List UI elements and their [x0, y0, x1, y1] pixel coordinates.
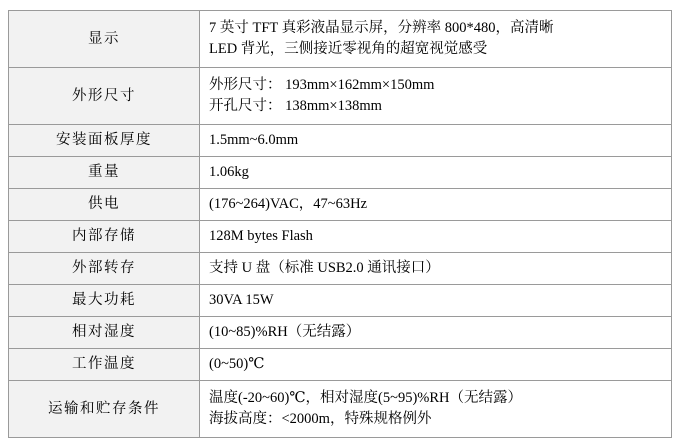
value-line: 外形尺寸： 193mm×162mm×150mm [209, 77, 435, 94]
value-line: LED 背光，三侧接近零视角的超宽视觉感受 [209, 41, 488, 58]
row-label-panel-thickness: 安装面板厚度 [9, 125, 200, 157]
row-value-weight [200, 157, 672, 189]
row-label-operating-temperature: 工作温度 [9, 349, 200, 381]
row-value-operating-temperature [200, 349, 672, 381]
table-row [9, 11, 672, 68]
row-label-humidity: 相对湿度 [9, 317, 200, 349]
row-value-power-supply [200, 189, 672, 221]
value-line: (0~50)℃ [209, 356, 265, 373]
row-label-transport-storage: 运输和贮存条件 [9, 381, 200, 438]
row-label-weight: 重量 [9, 157, 200, 189]
value-line: 128M bytes Flash [209, 228, 313, 245]
row-value-transport-storage [200, 381, 672, 438]
row-value-display [200, 11, 672, 68]
value-line: 7 英寸 TFT 真彩液晶显示屏，分辨率 800*480，高清晰 [209, 20, 554, 36]
value-line: 温度(-20~60)℃，相对湿度(5~95)%RH（无结露） [209, 390, 523, 407]
table-row [9, 221, 672, 253]
table-row [9, 253, 672, 285]
value-line: 开孔尺寸： 138mm×138mm [209, 98, 382, 115]
value-line: 1.5mm~6.0mm [209, 132, 299, 149]
table-row [9, 68, 672, 125]
table-row [9, 349, 672, 381]
row-label-power-supply: 供电 [9, 189, 200, 221]
value-line: (10~85)%RH（无结露） [209, 324, 361, 341]
row-label-display: 显示 [9, 11, 200, 68]
row-value-dimensions [200, 68, 672, 125]
row-label-dimensions: 外形尺寸 [9, 68, 200, 125]
value-line: 1.06kg [209, 164, 249, 181]
row-value-humidity [200, 317, 672, 349]
value-line: 30VA 15W [209, 292, 274, 309]
row-value-max-power [200, 285, 672, 317]
table-row [9, 285, 672, 317]
row-value-internal-storage [200, 221, 672, 253]
table-row [9, 157, 672, 189]
row-label-internal-storage: 内部存储 [9, 221, 200, 253]
value-line: 支持 U 盘（标准 USB2.0 通讯接口） [209, 260, 440, 277]
specification-table [8, 10, 672, 438]
table-row [9, 381, 672, 438]
table-row [9, 189, 672, 221]
row-label-max-power: 最大功耗 [9, 285, 200, 317]
value-line: 海拔高度：<2000m，特殊规格例外 [209, 411, 432, 428]
row-value-external-storage [200, 253, 672, 285]
table-row [9, 317, 672, 349]
table-row [9, 125, 672, 157]
table-body [9, 11, 672, 438]
row-label-external-storage: 外部转存 [9, 253, 200, 285]
row-value-panel-thickness [200, 125, 672, 157]
value-line: (176~264)VAC，47~63Hz [209, 196, 367, 213]
